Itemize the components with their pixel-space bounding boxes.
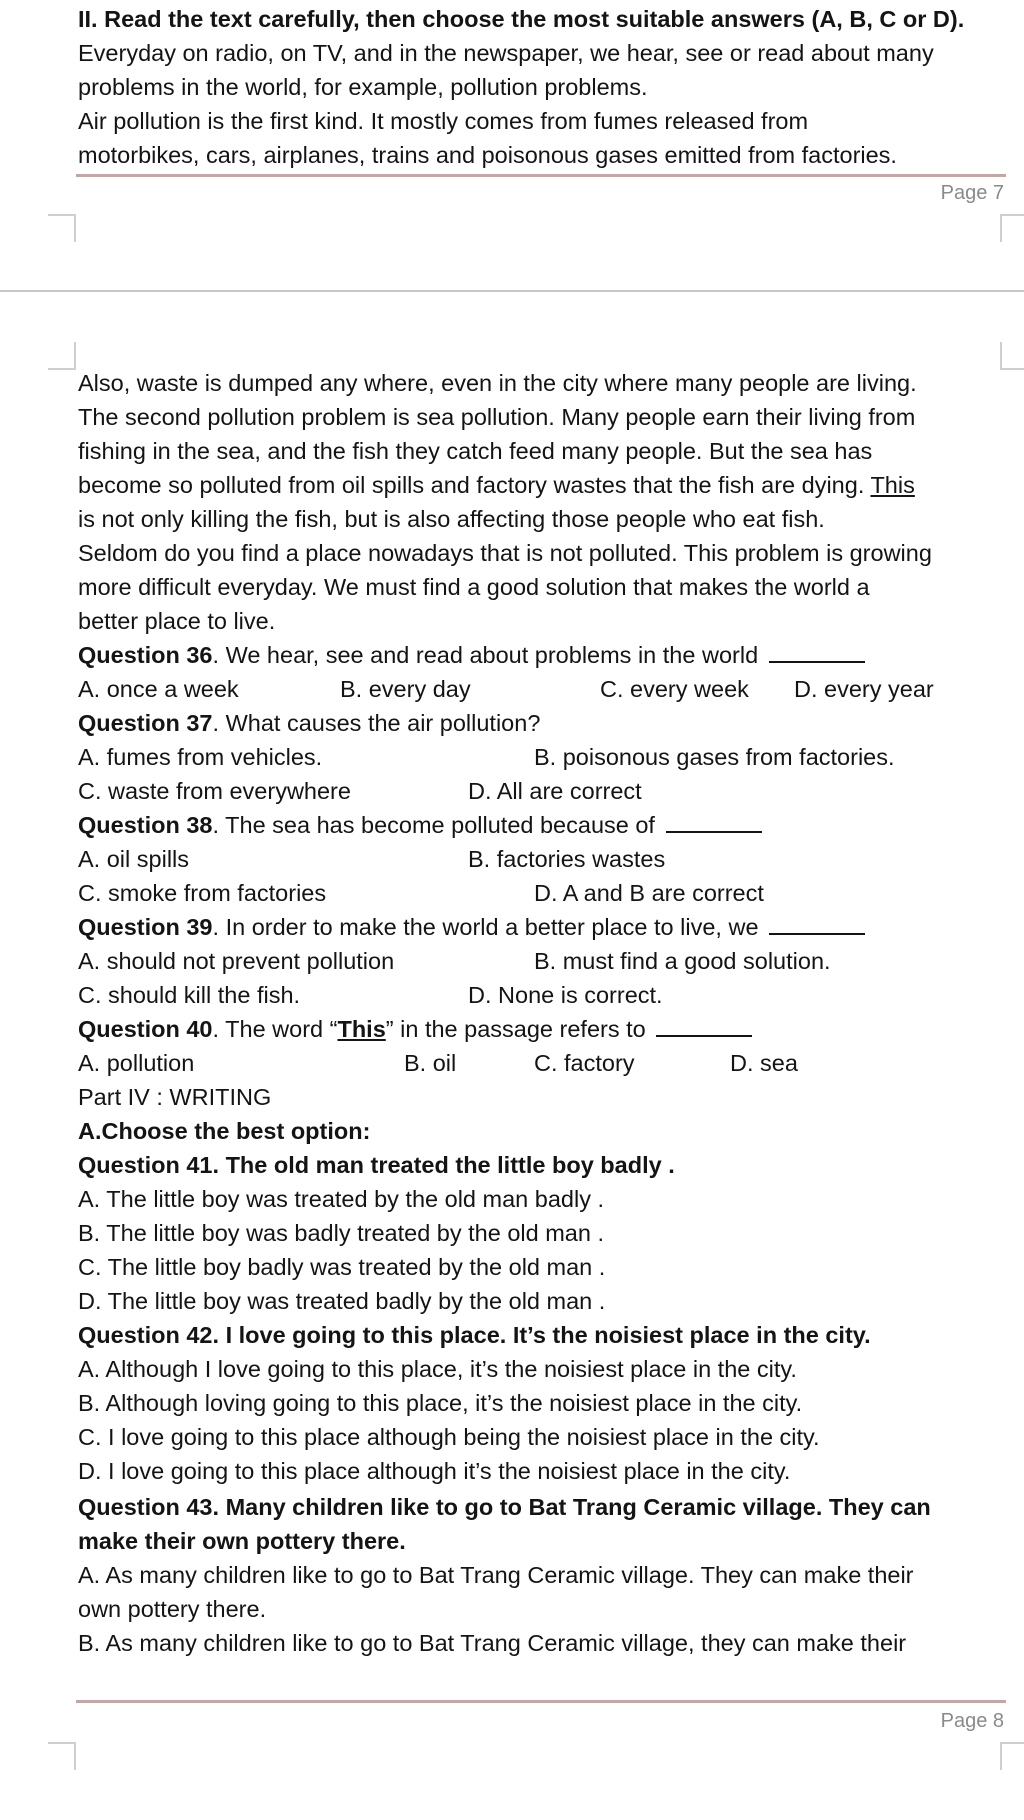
option-c[interactable]: C. every week — [600, 676, 749, 702]
option-c[interactable]: C. factory — [534, 1050, 635, 1076]
page-corner-mark — [1000, 1742, 1024, 1770]
passage-line: more difficult everyday. We must find a good solution that makes the world a — [78, 574, 870, 600]
question-36 — [78, 638, 1004, 672]
passage-line: problems in the world, for example, pollution problems. — [78, 74, 648, 100]
passage-line: is not only killing the fish, but is also affecting those people who eat fish. — [78, 506, 825, 532]
option-b[interactable]: B. The little boy was badly treated by the old man . — [78, 1220, 604, 1246]
section-heading: Part IV : WRITING — [78, 1084, 272, 1110]
passage-line: better place to live. — [78, 608, 276, 634]
passage-line: motorbikes, cars, airplanes, trains and poisonous gases emitted from factories. — [78, 142, 897, 168]
option-b[interactable]: B. must find a good solution. — [534, 948, 831, 974]
option-d[interactable]: D. I love going to this place although it’s the noisiest place in the city. — [78, 1458, 791, 1484]
option-a[interactable]: A. As many children like to go to Bat Trang Ceramic village. They can make their — [78, 1562, 914, 1588]
question-39 — [78, 910, 1004, 944]
option-a[interactable]: A. The little boy was treated by the old man badly . — [78, 1186, 604, 1212]
question-label: Question 37 — [78, 710, 213, 736]
answer-blank — [656, 1015, 752, 1037]
section-heading: II. Read the text carefully, then choose the most suitable answers (A, B, C or D). — [78, 6, 965, 32]
option-b[interactable]: B. every day — [340, 676, 471, 702]
question-label: Question 36 — [78, 642, 213, 668]
option-b[interactable]: B. poisonous gases from factories. — [534, 744, 895, 770]
option-d[interactable]: D. sea — [730, 1050, 798, 1076]
underlined-word: This — [870, 472, 915, 498]
option-c[interactable]: C. I love going to this place although being the noisiest place in the city. — [78, 1424, 820, 1450]
option-b[interactable]: B. Although loving going to this place, it’s the noisiest place in the city. — [78, 1390, 803, 1416]
answer-blank — [769, 641, 865, 663]
option-a[interactable]: A. fumes from vehicles. — [78, 744, 323, 770]
question-text: . We hear, see and read about problems in the world — [212, 642, 759, 668]
question-37 — [78, 706, 1004, 740]
section-heading: A.Choose the best option: — [78, 1118, 371, 1144]
option-a[interactable]: A. should not prevent pollution — [78, 948, 395, 974]
question-41: Question 41. The old man treated the little boy badly . — [78, 1152, 675, 1178]
question-43-cont: make their own pottery there. — [78, 1528, 406, 1554]
page-footer-rule — [76, 174, 1006, 177]
option-b[interactable]: B. As many children like to go to Bat Trang Ceramic village, they can make their — [78, 1630, 907, 1656]
page-number: Page 7 — [940, 182, 1004, 204]
option-a-cont: own pottery there. — [78, 1596, 267, 1622]
question-text: . The word “ — [212, 1016, 338, 1042]
question-text: . The sea has become polluted because of — [212, 812, 655, 838]
page-corner-mark — [48, 214, 76, 242]
answer-blank — [769, 913, 865, 935]
option-a[interactable]: A. oil spills — [78, 846, 190, 872]
option-d[interactable]: D. A and B are correct — [534, 880, 764, 906]
question-text: . In order to make the world a better place to live, we — [212, 914, 759, 940]
page-number: Page 8 — [940, 1710, 1004, 1732]
question-text: . What causes the air pollution? — [212, 710, 541, 736]
option-b[interactable]: B. factories wastes — [468, 846, 666, 872]
passage-line: fishing in the sea, and the fish they catch feed many people. But the sea has — [78, 438, 873, 464]
option-d[interactable]: D. None is correct. — [468, 982, 663, 1008]
passage-line: The second pollution problem is sea pollution. Many people earn their living from — [78, 404, 916, 430]
passage-line — [78, 468, 1004, 502]
page-corner-mark — [48, 342, 76, 370]
question-label: Question 38 — [78, 812, 213, 838]
question-text: ” in the passage refers to — [385, 1016, 646, 1042]
option-c[interactable]: C. waste from everywhere — [78, 778, 351, 804]
option-d[interactable]: D. All are correct — [468, 778, 642, 804]
page-footer-rule — [76, 1700, 1006, 1703]
referenced-word: This — [337, 1016, 386, 1042]
question-38 — [78, 808, 1004, 842]
option-a[interactable]: A. once a week — [78, 676, 239, 702]
page-corner-mark — [1000, 214, 1024, 242]
page-corner-mark — [48, 1742, 76, 1770]
option-d[interactable]: D. every year — [794, 676, 934, 702]
option-a[interactable]: A. Although I love going to this place, it’s the noisiest place in the city. — [78, 1356, 797, 1382]
passage-line: Also, waste is dumped any where, even in the city where many people are living. — [78, 370, 917, 396]
passage-line: Air pollution is the first kind. It mostly comes from fumes released from — [78, 108, 809, 134]
option-c[interactable]: C. smoke from factories — [78, 880, 327, 906]
option-d[interactable]: D. The little boy was treated badly by the old man . — [78, 1288, 606, 1314]
question-40 — [78, 1012, 1004, 1046]
passage-line: Everyday on radio, on TV, and in the newspaper, we hear, see or read about many — [78, 40, 934, 66]
question-label: Question 40 — [78, 1016, 213, 1042]
answer-blank — [666, 811, 762, 833]
question-42: Question 42. I love going to this place. It’s the noisiest place in the city. — [78, 1322, 871, 1348]
passage-line: Seldom do you find a place nowadays that is not polluted. This problem is growing — [78, 540, 932, 566]
option-a[interactable]: A. pollution — [78, 1050, 195, 1076]
question-43: Question 43. Many children like to go to Bat Trang Ceramic village. They can — [78, 1494, 931, 1520]
option-c[interactable]: C. should kill the fish. — [78, 982, 301, 1008]
option-c[interactable]: C. The little boy badly was treated by the old man . — [78, 1254, 606, 1280]
question-label: Question 39 — [78, 914, 213, 940]
page-separator — [0, 290, 1024, 292]
option-b[interactable]: B. oil — [404, 1050, 457, 1076]
passage-text: become so polluted from oil spills and factory wastes that the fish are dying. — [78, 472, 865, 498]
